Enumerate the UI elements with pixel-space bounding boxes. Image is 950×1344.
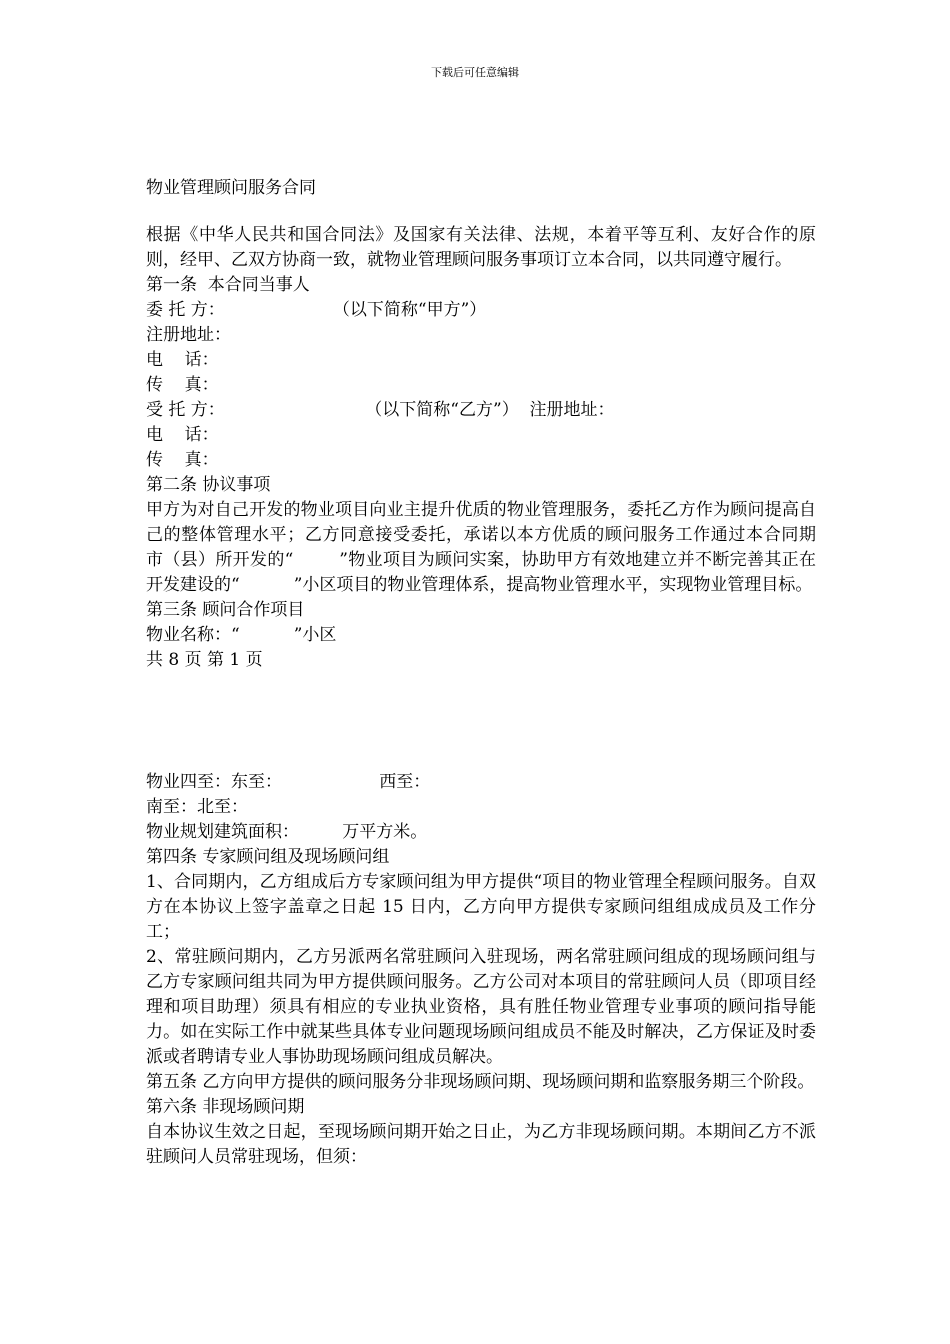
intro-paragraph: 根据《中华人民共和国合同法》及国家有关法律、法规，本着平等互利、友好合作的原则，经甲、乙双方协商一致，就物业管理顾问服务事项订立本合同，以共同遵守履行。 xyxy=(146,225,816,270)
property-name: 物业名称：“ ”小区 xyxy=(146,625,337,645)
party-a-phone: 电 话： xyxy=(146,350,219,370)
page-2-body xyxy=(146,770,816,1170)
article-5: 第五条 乙方向甲方提供的顾问服务分非现场顾问期、现场顾问期和监察服务期三个阶段。 xyxy=(146,1072,815,1092)
article-4-item-1: 1、合同期内，乙方组成后方专家顾问组为甲方提供“项目的物业管理全程顾问服务。自双方在本协议上签字盖章之日起 15 日内，乙方向甲方提供专家顾问组组成成员及工作分工； xyxy=(146,872,816,942)
property-boundaries: 物业四至：东至： 西至： xyxy=(146,772,431,792)
party-b-fax: 传 真： xyxy=(146,450,219,470)
page-title: 物业管理顾问服务合同 xyxy=(146,178,316,198)
property-boundaries-2: 南至：北至： xyxy=(146,797,248,817)
page-footer: 共 8 页 第 1 页 xyxy=(146,650,263,670)
article-6-body: 自本协议生效之日起，至现场顾问期开始之日止，为乙方非现场顾问期。本期间乙方不派驻顾问人员常驻现场，但须： xyxy=(146,1122,816,1167)
party-b-line: 受 托 方： （以下简称“乙方”） 注册地址： xyxy=(146,400,615,420)
party-a-line: 委 托 方： （以下简称“甲方”） xyxy=(146,300,487,320)
party-a-fax: 传 真： xyxy=(146,375,219,395)
article-4-item-2: 2、常驻顾问期内，乙方另派两名常驻顾问入驻现场，两名常驻顾问组成的现场顾问组与乙方专家顾问组共同为甲方提供顾问服务。乙方公司对本项目的常驻顾问人员（即项目经理和项目助理）须具有相应的专业执业资格，具有胜任物业管理专业事项的顾问指导能力。如在实际工作中就某些具体专业问题现场顾问组成员不能及时解决，乙方保证及时委派或者聘请专业人事协助现场顾问组成员解决。 xyxy=(146,947,816,1067)
article-6-title: 第六条 非现场顾问期 xyxy=(146,1097,305,1117)
article-1-title: 第一条 本合同当事人 xyxy=(146,275,310,295)
page-1-body xyxy=(146,223,849,673)
article-2-title: 第二条 协议事项 xyxy=(146,475,271,495)
article-4-title: 第四条 专家顾问组及现场顾问组 xyxy=(146,847,390,867)
party-a-address: 注册地址： xyxy=(146,325,231,345)
party-b-phone: 电 话： xyxy=(146,425,219,445)
document-title xyxy=(146,176,816,201)
article-2-body: 甲方为对自己开发的物业项目向业主提升优质的物业管理服务，委托乙方作为顾问提高自己的整体管理水平；乙方同意接受委托，承诺以本方优质的顾问服务工作通过本合同期 市（县）所开发的“ ”物业项目为顾问实案，协助甲方有效地建立并不断完善其正在开发建设的“ ”小区项目的物业管理体系，提高物业管理水平，实现物业管理目标。 xyxy=(146,500,849,595)
download-note: 下载后可任意编辑 xyxy=(431,66,519,79)
property-area: 物业规划建筑面积： 万平方米。 xyxy=(146,822,428,842)
article-3-title: 第三条 顾问合作项目 xyxy=(146,600,305,620)
